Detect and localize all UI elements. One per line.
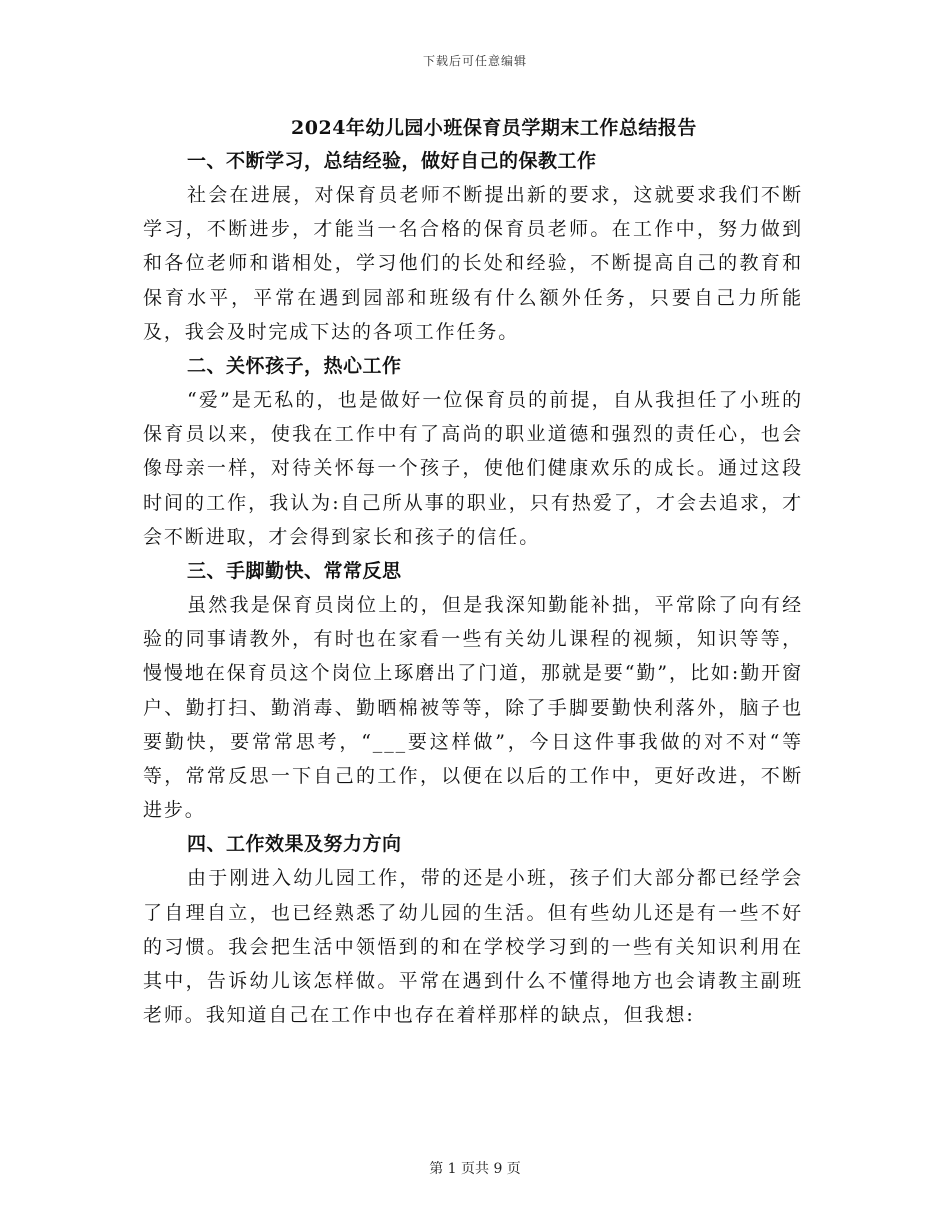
page-header-note: 下载后可任意编辑: [422, 54, 527, 68]
section-paragraph: 由于刚进入幼儿园工作，带的还是小班，孩子们大部分都已经学会了自理自立，也已经熟悉了幼儿园的生活。但有些幼儿还是有一些不好的习惯。我会把生活中领悟到的和在学校学习到的一些有关知识利用在其中，告诉幼儿该怎样做。平常在遇到什么不懂得地方也会请教主副班老师。我知道自己在工作中也存在着样那样的缺点，但我想:: [143, 867, 803, 1027]
section-paragraph: 社会在进展，对保育员老师不断提出新的要求，这就要求我们不断学习，不断进步，才能当一名合格的保育员老师。在工作中，努力做到和各位老师和谐相处，学习他们的长处和经验，不断提高自己的教育和保育水平，平常在遇到园部和班级有什么额外任务，只要自己力所能及，我会及时完成下达的各项工作任务。: [143, 184, 803, 343]
section-heading: 四、工作效果及努力方向: [187, 833, 402, 856]
section-heading: 二、关怀孩子，热心工作: [187, 355, 402, 378]
section-2: [143, 349, 803, 554]
section-3: [143, 554, 803, 827]
section-heading: 三、手脚勤快、常常反思: [187, 560, 402, 583]
section-4: [143, 827, 803, 1032]
section-heading: 一、不断学习，总结经验，做好自己的保教工作: [187, 150, 597, 172]
document-title: 2024年幼儿园小班保育员学期末工作总结报告: [291, 117, 697, 139]
page-number: 第 1 页共 9 页: [429, 1161, 521, 1177]
section-paragraph: 虽然我是保育员岗位上的，但是我深知勤能补拙，平常除了向有经验的同事请教外，有时也在家看一些有关幼儿课程的视频，知识等等，慢慢地在保育员这个岗位上琢磨出了门道，那就是要“勤”，比如:勤开窗户、勤打扫、勤消毒、勤晒棉被等等，除了手脚要勤快利落外，脑子也要勤快，要常常思考，“___要这样做”，今日这件事我做的对不对“等等，常常反思一下自己的工作，以便在以后的工作中，更好改进，不断进步。: [143, 594, 803, 822]
section-paragraph: “爱”是无私的，也是做好一位保育员的前提，自从我担任了小班的保育员以来，使我在工作中有了高尚的职业道德和强烈的责任心，也会像母亲一样，对待关怀每一个孩子，使他们健康欢乐的成长。通过这段时间的工作，我认为:自己所从事的职业，只有热爱了，才会去追求，才会不断进取，才会得到家长和孩子的信任。: [143, 389, 803, 548]
document-body: [143, 112, 803, 1032]
section-1: [143, 144, 803, 349]
